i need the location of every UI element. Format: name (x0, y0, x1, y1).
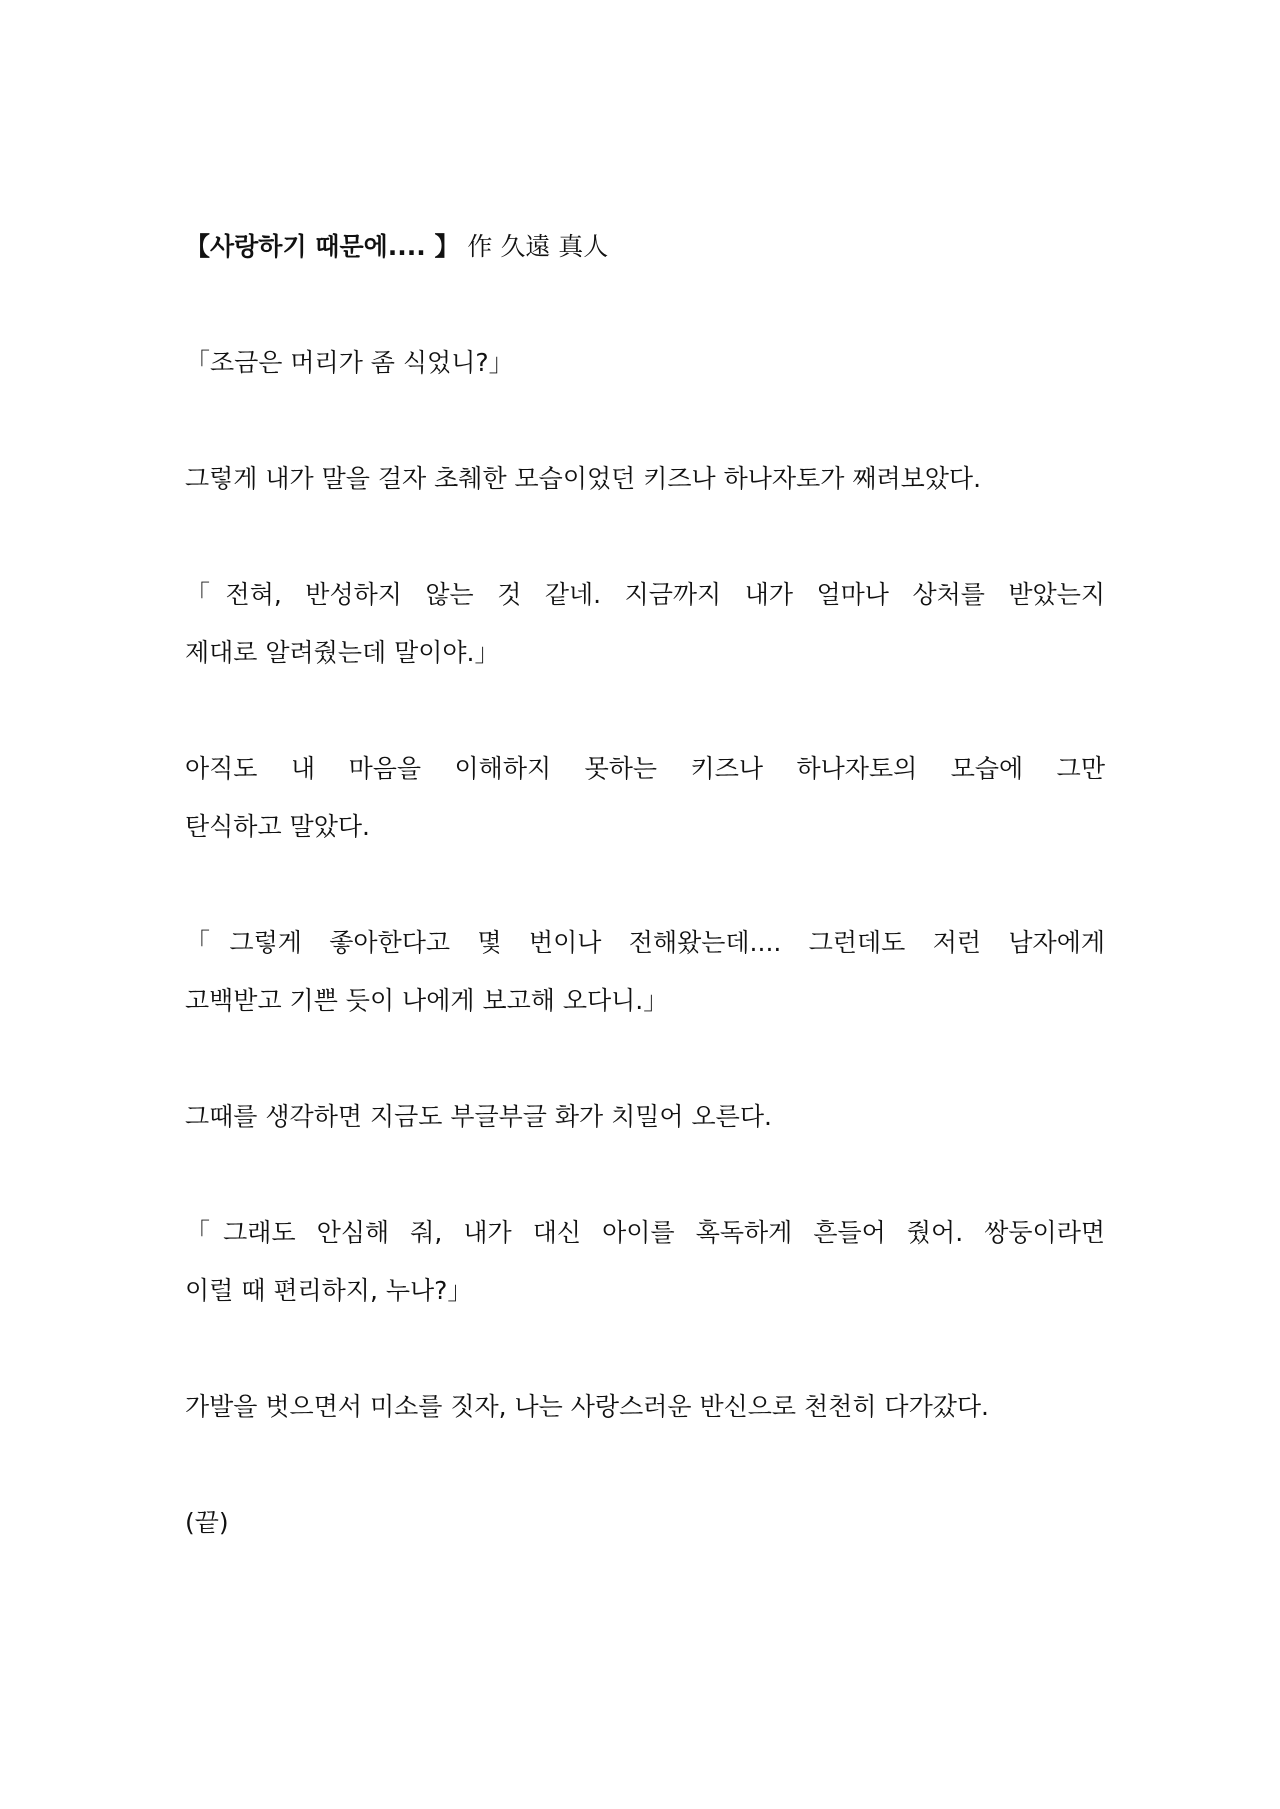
paragraph-gap (185, 856, 1105, 914)
paragraph-gap (185, 508, 1105, 566)
paragraph-8: 가발을 벗으면서 미소를 짓자, 나는 사랑스러운 반신으로 천천히 다가갔다. (185, 1392, 989, 1421)
paragraph-gap (185, 1146, 1105, 1204)
document-title: 【사랑하기 때문에.... 】 (185, 232, 460, 261)
paragraph-3-line-1: 「전혀, 반성하지 않는 것 같네. 지금까지 내가 얼마나 상처를 받았는지 (185, 580, 1105, 609)
paragraph-1: 「조금은 머리가 좀 식었니?」 (185, 348, 514, 377)
document-end-mark: (끝) (185, 1508, 229, 1537)
paragraph-gap (185, 1436, 1105, 1494)
paragraph-5-line-2: 고백받고 기쁜 듯이 나에게 보고해 오다니.」 (185, 986, 669, 1015)
paragraph-gap (185, 1320, 1105, 1378)
paragraph-3-line-2: 제대로 알려줬는데 말이야.」 (185, 638, 500, 667)
document-heading (185, 218, 1105, 276)
paragraph-5-line-1: 「그렇게 좋아한다고 몇 번이나 전해왔는데.... 그런데도 저런 남자에게 (185, 928, 1105, 957)
paragraph-6: 그때를 생각하면 지금도 부글부글 화가 치밀어 오른다. (185, 1102, 772, 1131)
paragraph-7-line-2: 이럴 때 편리하지, 누나?」 (185, 1276, 473, 1305)
paragraph-2: 그렇게 내가 말을 걸자 초췌한 모습이었던 키즈나 하나자토가 째려보았다. (185, 464, 982, 493)
paragraph-4-line-2: 탄식하고 말았다. (185, 812, 370, 841)
paragraph-gap (185, 276, 1105, 334)
paragraph-4-line-1: 아직도 내 마음을 이해하지 못하는 키즈나 하나자토의 모습에 그만 (185, 754, 1105, 783)
document-body (185, 218, 1105, 1552)
paragraph-7-line-1: 「그래도 안심해 줘, 내가 대신 아이를 혹독하게 흔들어 줬어. 쌍둥이라면 (185, 1218, 1105, 1247)
paragraph-gap (185, 682, 1105, 740)
paragraph-gap (185, 1030, 1105, 1088)
document-byline: 作 久遠 真人 (467, 232, 609, 261)
paragraph-gap (185, 392, 1105, 450)
